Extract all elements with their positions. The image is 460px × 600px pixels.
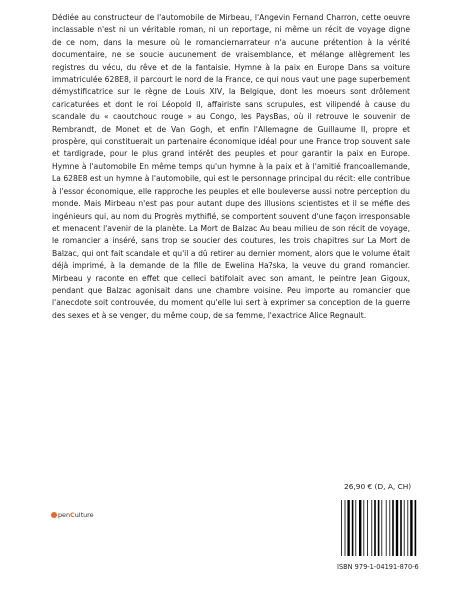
publisher-logo bbox=[51, 511, 94, 519]
publisher-logo-prefix: pen bbox=[58, 511, 71, 519]
barcode-bar bbox=[345, 500, 346, 556]
barcode-bar bbox=[381, 500, 382, 556]
barcode-bar bbox=[400, 500, 402, 556]
barcode-bar bbox=[371, 500, 372, 556]
barcode-bar bbox=[386, 500, 387, 556]
barcode-bar bbox=[359, 500, 361, 556]
barcode-bar bbox=[415, 500, 417, 556]
barcode-bar bbox=[341, 500, 342, 556]
barcode-bar bbox=[410, 500, 412, 556]
isbn-label: ISBN 979-1-04191-870-6 bbox=[337, 563, 419, 571]
barcode-bar bbox=[374, 500, 376, 556]
publisher-logo-accent: C bbox=[70, 511, 75, 519]
barcode-bar bbox=[392, 500, 394, 556]
publisher-logo-mark-icon bbox=[51, 512, 57, 518]
barcode-icon bbox=[339, 500, 419, 556]
barcode-bar bbox=[347, 500, 349, 556]
barcode-bar bbox=[378, 500, 380, 556]
publisher-logo-suffix: ulture bbox=[74, 511, 94, 519]
barcode-bar bbox=[367, 500, 368, 556]
price-label: 26,90 € (D, A, CH) bbox=[344, 482, 412, 491]
barcode-bar bbox=[407, 500, 408, 556]
back-cover-description: Dédiée au constructeur de l'automobile de Mirbeau, l'Angevin Fernand Charron, cette oeuvre inclassable n'est ni un véritable roman, ni un reportage, ni même un récit de voyage digne de ce nom, dans la mesure où le romanciernarrateur n'a aucune prétention à la vérité documentaire, ne se soucie aucunement de vraisemblance, et mélange allègrement les registres du vécu, du rêve et de la fantaisie. Hymne à la paix en Europe Dans sa voiture immatriculée 628E8, il parcourt le nord de la France, ce qui nous vaut une page superbement démystificatrice sur le règne de Louis XIV, la Belgique, dont les moeurs sont drôlement caricaturées et dont le roi Léopold II, affairiste sans scrupules, est vilipendé à cause du scandale du « caoutchouc rouge » au Congo, les PaysBas, où il retrouve le souvenir de Rembrandt, de Monet et de Van Gogh, et enfin l'Allemagne de Guillaume II, propre et prospère, qui constituerait un partenaire économique idéal pour une France trop souvent sale et tardigrade, pour le plus grand intérêt des peuples et pour garantir la paix en Europe. Hymne à l'automobile En même temps qu'un hymne à la paix et à l'amitié francoallemande, La 628E8 est un hymne à l'automobile, qui est le personnage principal du récit: elle contribue à l'essor économique, elle rapproche les peuples et elle bouleverse aussi notre perception du monde. Mais Mirbeau n'est pas pour autant dupe des illusions scientistes et il se méfie des ingénieurs qui, au nom du Progrès mythifié, se comportent souvent d'une façon irresponsable et menacent l'avenir de la planète. La Mort de Balzac Au beau milieu de son récit de voyage, le romancier a inséré, sans trop se soucier des coutures, les trois chapitres sur La Mort de Balzac, qui ont fait scandale et qu'il a dû retirer au dernier moment, alors que le volume était déjà imprimé, à la demande de la fille de Ewelina Ha?ska, la veuve du grand romancier. Mirbeau y raconte en effet que celleci batifolait avec son amant, le peintre Jean Gigoux, pendant que Balzac agonisait dans une chambre voisine. Peu importe au romancier que l'anecdote soit controuvée, du moment qu'elle lui sert à exprimer sa conception de la guerre des sexes et à se venger, du même coup, de sa femme, l'exactrice Alice Regnault. bbox=[52, 13, 410, 320]
barcode-bar bbox=[396, 500, 398, 556]
barcode-bar bbox=[352, 500, 354, 556]
barcode-bar bbox=[389, 500, 390, 556]
barcode-bar bbox=[404, 500, 405, 556]
barcode-bar bbox=[355, 500, 356, 556]
barcode-bar bbox=[363, 500, 364, 556]
